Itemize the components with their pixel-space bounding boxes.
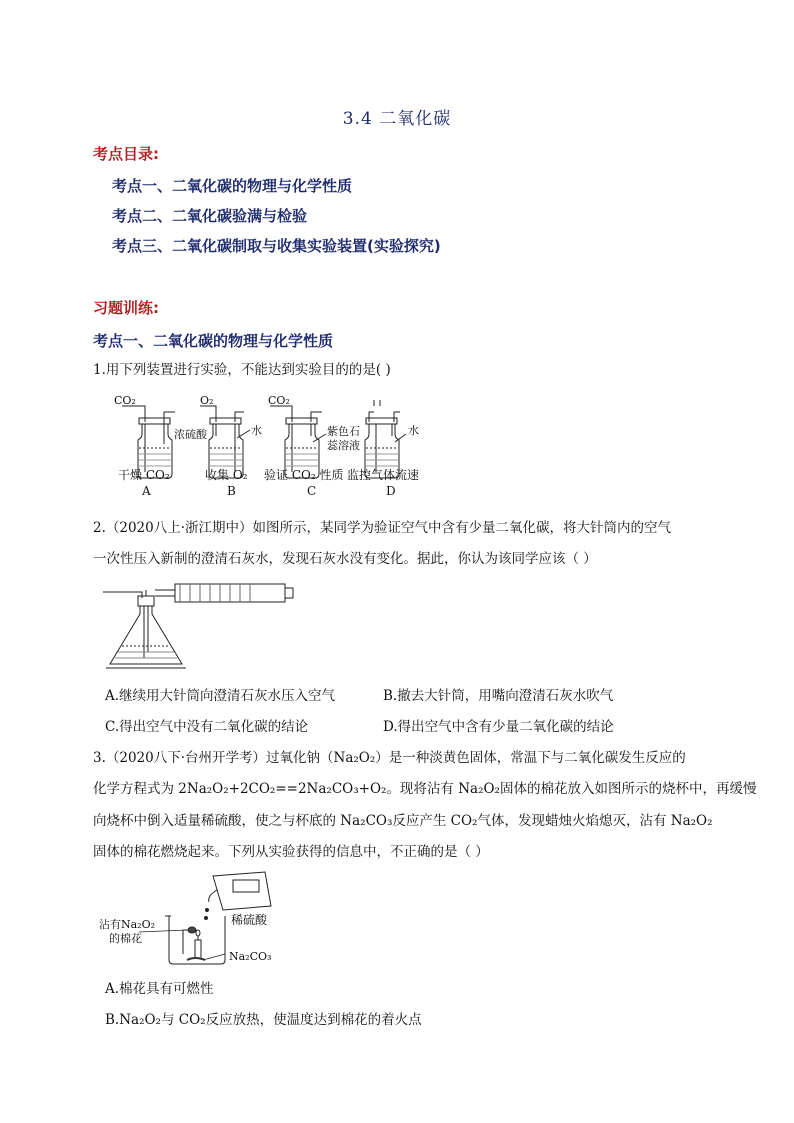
q3-line3: 向烧杯中倒入适量稀硫酸，使之与杯底的 Na₂CO₃反应产生 CO₂气体，发现蜡烛火焰熄灭，沾有 Na₂O₂	[93, 813, 713, 829]
q3-carbonate-label: Na₂CO₃	[229, 950, 272, 963]
q1-stem: 1.用下列装置进行实验，不能达到实验目的的是( )	[93, 362, 391, 378]
q3-line2: 化学方程式为 2Na₂O₂+2CO₂==2Na₂CO₃+O₂。现将沾有 Na₂O₂固体的棉花放入如图所示的烧杯中，再缓慢	[93, 781, 757, 797]
q1-a-letter: A	[142, 484, 151, 498]
q2-option-c[interactable]: C.得出空气中没有二氧化碳的结论	[105, 719, 309, 735]
q2-option-a[interactable]: A.继续用大针筒向澄清石灰水压入空气	[105, 688, 336, 704]
q3-beaker-figure	[95, 870, 280, 970]
toc-item-3[interactable]: 考点三、二氧化碳制取与收集实验装置(实验探究)	[112, 237, 441, 255]
q3-option-b[interactable]: B.Na₂O₂与 CO₂反应放热，使温度达到棉花的着火点	[105, 1012, 422, 1028]
toc-item-1[interactable]: 考点一、二氧化碳的物理与化学性质	[112, 177, 353, 195]
pouring-beaker	[213, 872, 271, 910]
q3-option-a[interactable]: A.棉花具有可燃性	[105, 981, 214, 997]
q2-option-b[interactable]: B.撤去大针筒，用嘴向澄清石灰水吹气	[383, 688, 614, 704]
q1-c-reagent-line1: 紫色石	[327, 425, 360, 438]
q1-d-letter: D	[386, 484, 396, 498]
q2-option-d[interactable]: D.得出空气中含有少量二氧化碳的结论	[383, 719, 614, 735]
q2-line1: 2.（2020八上·浙江期中）如图所示，某同学为验证空气中含有少量二氧化碳，将大针筒内的空气	[93, 520, 672, 536]
q1-c-reagent-line2: 蕊溶液	[327, 439, 360, 452]
q1-b-purpose: 收集 O₂	[205, 468, 248, 482]
q2-syringe-flask-figure	[100, 580, 295, 672]
q2-line2: 一次性压入新制的澄清石灰水，发现石灰水没有变化。据此，你认为该同学应该（ ）	[93, 551, 597, 567]
section1-heading: 考点一、二氧化碳的物理与化学性质	[93, 332, 334, 350]
q3-cotton-label-line2: 的棉花	[109, 932, 142, 945]
q1-a-gas: CO₂	[114, 394, 136, 407]
toc-item-2[interactable]: 考点二、二氧化碳验满与检验	[112, 207, 308, 225]
practice-heading: 习题训练:	[93, 299, 159, 317]
page-title: 3.4 二氧化碳	[342, 109, 452, 129]
q1-a-purpose: 干燥 CO₂	[118, 468, 170, 482]
q1-c-purpose: 验证 CO₂ 性质	[264, 468, 344, 482]
q1-a-reagent: 浓硫酸	[174, 428, 207, 441]
q1-c-gas: CO₂	[268, 394, 290, 407]
q3-acid-label: 稀硫酸	[231, 913, 268, 927]
q3-cotton-label-line1: 沾有Na₂O₂	[99, 918, 156, 931]
apparatus-d	[365, 400, 406, 478]
q1-b-gas: O₂	[200, 394, 214, 407]
toc-heading: 考点目录:	[93, 145, 159, 163]
q1-b-reagent: 水	[251, 424, 262, 437]
q1-b-letter: B	[227, 484, 236, 498]
q1-c-letter: C	[307, 484, 317, 498]
q1-d-purpose: 监控气体流速	[347, 468, 420, 482]
q3-line4: 固体的棉花燃烧起来。下列从实验获得的信息中，不正确的是（ ）	[93, 844, 489, 860]
q1-apparatus-figure	[112, 392, 442, 500]
q3-line1: 3.（2020八下·台州开学考）过氧化钠（Na₂O₂）是一种淡黄色固体，常温下与二氧化碳发生反应的	[93, 750, 686, 766]
q1-d-reagent: 水	[408, 424, 419, 437]
